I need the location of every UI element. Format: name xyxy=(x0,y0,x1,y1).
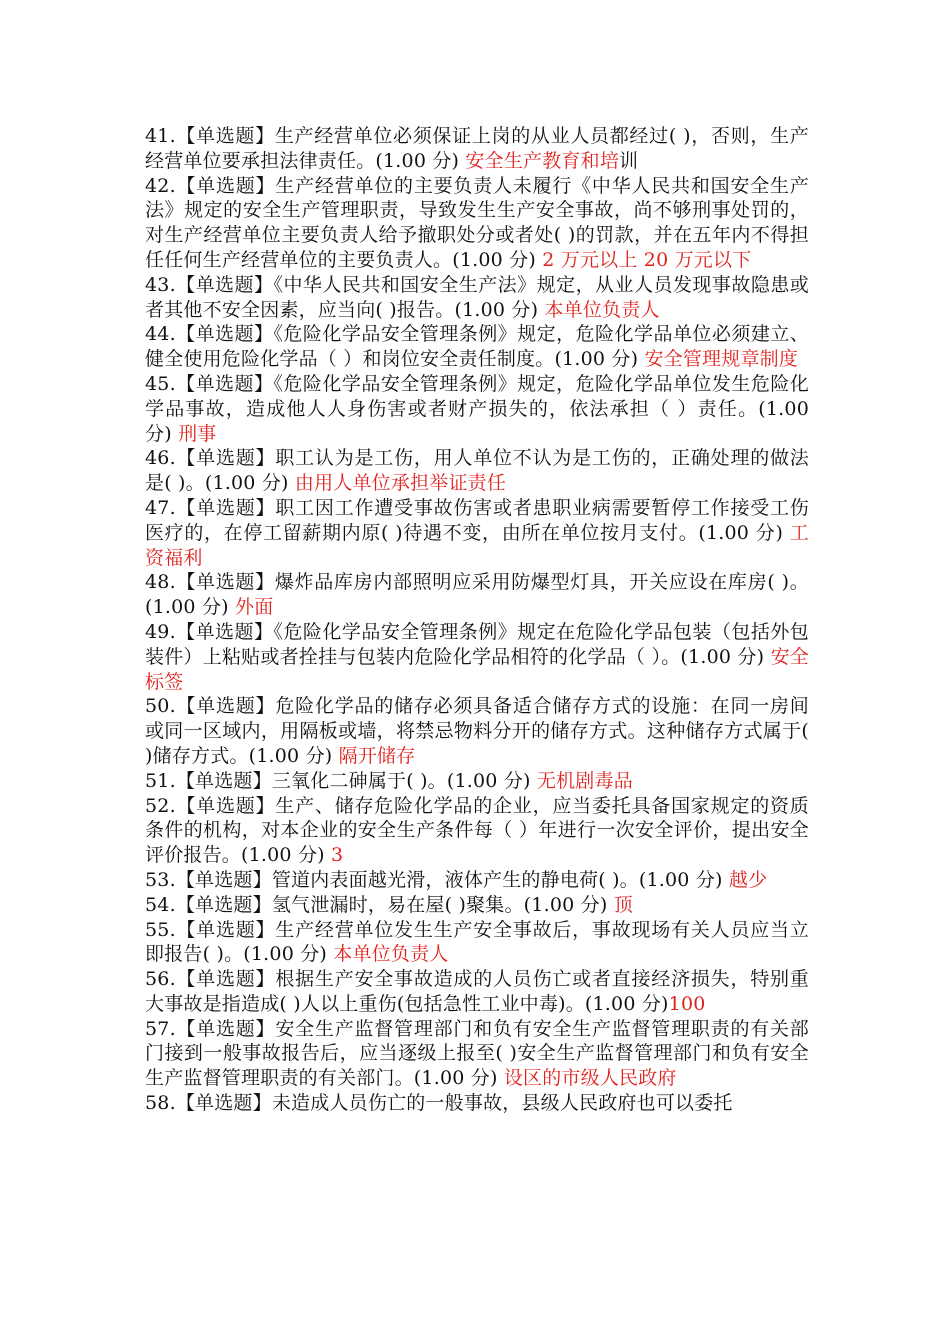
question-stem: 57.【单选题】安全生产监督管理部门和负有安全生产监督管理职责的有关部门接到一般事故报告后，应当逐级上报至( )安全生产监督管理部门和负有安全生产监督管理职责的有关部门。(1.00 分) xyxy=(145,1017,809,1090)
question-item xyxy=(145,620,809,694)
answer-text: 由用人单位承担举证责任 xyxy=(294,472,507,495)
answer-text: 越少 xyxy=(728,868,768,891)
answer-text: 无机剧毒品 xyxy=(536,769,633,792)
question-stem: 44.【单选题】《危险化学品安全管理条例》规定，危险化学品单位必须建立、健全使用危险化学品（ ）和岗位安全责任制度。(1.00 分) xyxy=(145,323,809,371)
answer-text: 安全标签 xyxy=(145,645,810,693)
answer-text: 刑事 xyxy=(178,422,217,445)
answer-text: 安全生产教育和培 xyxy=(465,149,620,172)
question-item xyxy=(145,893,809,918)
question-stem: 54.【单选题】氢气泄漏时，易在屋( )聚集。(1.00 分) xyxy=(145,893,614,916)
answer-text: 2 万元以上 20 万元以下 xyxy=(542,248,752,271)
question-stem: 49.【单选题】《危险化学品安全管理条例》规定在危险化学品包装（包括外包装件）上粘贴或者拴挂与包装内危险化学品相符的化学品（ ）。(1.00 分) xyxy=(145,620,809,668)
question-item xyxy=(145,868,809,893)
answer-text: 工资福利 xyxy=(145,521,809,569)
answer-text: 顶 xyxy=(613,893,633,916)
question-item xyxy=(145,322,809,372)
question-stem: 51.【单选题】三氧化二砷属于( )。(1.00 分) xyxy=(145,769,537,792)
question-item xyxy=(145,1017,809,1091)
question-item xyxy=(145,1091,809,1116)
question-list xyxy=(145,124,809,1116)
question-item xyxy=(145,570,809,620)
question-item xyxy=(145,918,809,968)
answer-text: 3 xyxy=(331,844,344,867)
question-item xyxy=(145,124,809,174)
question-stem: 52.【单选题】生产、储存危险化学品的企业，应当委托具备国家规定的资质条件的机构，对本企业的安全生产条件每（ ）年进行一次安全评价，提出安全评价报告。(1.00 分) xyxy=(145,794,809,867)
question-stem: 56.【单选题】根据生产安全事故造成的人员伤亡或者直接经济损失，特别重大事故是指造成( )人以上重伤(包括急性工业中毒)。(1.00 分) xyxy=(145,968,809,1015)
question-item xyxy=(145,273,809,323)
question-stem: 48.【单选题】爆炸品库房内部照明应采用防爆型灯具，开关应设在库房( )。(1.00 分) xyxy=(145,571,809,619)
question-item xyxy=(145,794,809,868)
question-stem: 50.【单选题】危险化学品的储存必须具备适合储存方式的设施：在同一房间或同一区域内，用隔板或墙，将禁忌物料分开的储存方式。这种储存方式属于( )储存方式。(1.00 分) xyxy=(145,695,809,767)
question-item xyxy=(145,496,809,570)
question-stem: 43.【单选题】《中华人民共和国安全生产法》规定，从业人员发现事故隐患或者其他不安全因素，应当向( )报告。(1.00 分) xyxy=(145,273,809,321)
question-stem: 55.【单选题】生产经营单位发生生产安全事故后，事故现场有关人员应当立即报告( )。(1.00 分) xyxy=(145,918,809,966)
answer-text: 100 xyxy=(668,992,706,1015)
question-item xyxy=(145,967,809,1017)
answer-text: 安全管理规章制度 xyxy=(644,348,799,371)
question-item xyxy=(145,694,809,768)
question-stem: 53.【单选题】管道内表面越光滑，液体产生的静电荷( )。(1.00 分) xyxy=(145,868,729,891)
answer-text: 隔开储存 xyxy=(338,744,416,767)
answer-text: 本单位负责人 xyxy=(333,943,449,966)
question-stem: 45.【单选题】《危险化学品安全管理条例》规定，危险化学品单位发生危险化学品事故，造成他人人身伤害或者财产损失的，依法承担（ ）责任。(1.00 分) xyxy=(145,372,809,445)
question-item xyxy=(145,769,809,794)
question-stem: 41.【单选题】生产经营单位必须保证上岗的从业人员都经过( )，否则，生产经营单位要承担法律责任。(1.00 分) xyxy=(145,125,809,172)
question-stem: 46.【单选题】职工认为是工伤，用人单位不认为是工伤的，正确处理的做法是( )。(1.00 分) xyxy=(145,447,809,495)
question-item xyxy=(145,446,809,496)
answer-text: 设区的市级人民政府 xyxy=(503,1067,677,1090)
question-item xyxy=(145,174,809,273)
answer-tail: 训 xyxy=(619,149,639,172)
question-stem: 58.【单选题】未造成人员伤亡的一般事故，县级人民政府也可以委托 xyxy=(145,1092,733,1115)
answer-text: 本单位负责人 xyxy=(544,298,660,321)
question-item xyxy=(145,372,809,446)
question-stem: 42.【单选题】生产经营单位的主要负责人未履行《中华人民共和国安全生产法》规定的安全生产管理职责，导致发生生产安全事故，尚不够刑事处罚的，对生产经营单位主要负责人给予撤职处分或者处( )的罚款，并在五年内不得担任任何生产经营单位的主要负责人。(1.00 分) xyxy=(145,174,809,271)
question-stem: 47.【单选题】职工因工作遭受事故伤害或者患职业病需要暂停工作接受工伤医疗的，在停工留薪期内原( )待遇不变，由所在单位按月支付。(1.00 分) xyxy=(145,496,809,544)
answer-text: 外面 xyxy=(235,596,274,619)
